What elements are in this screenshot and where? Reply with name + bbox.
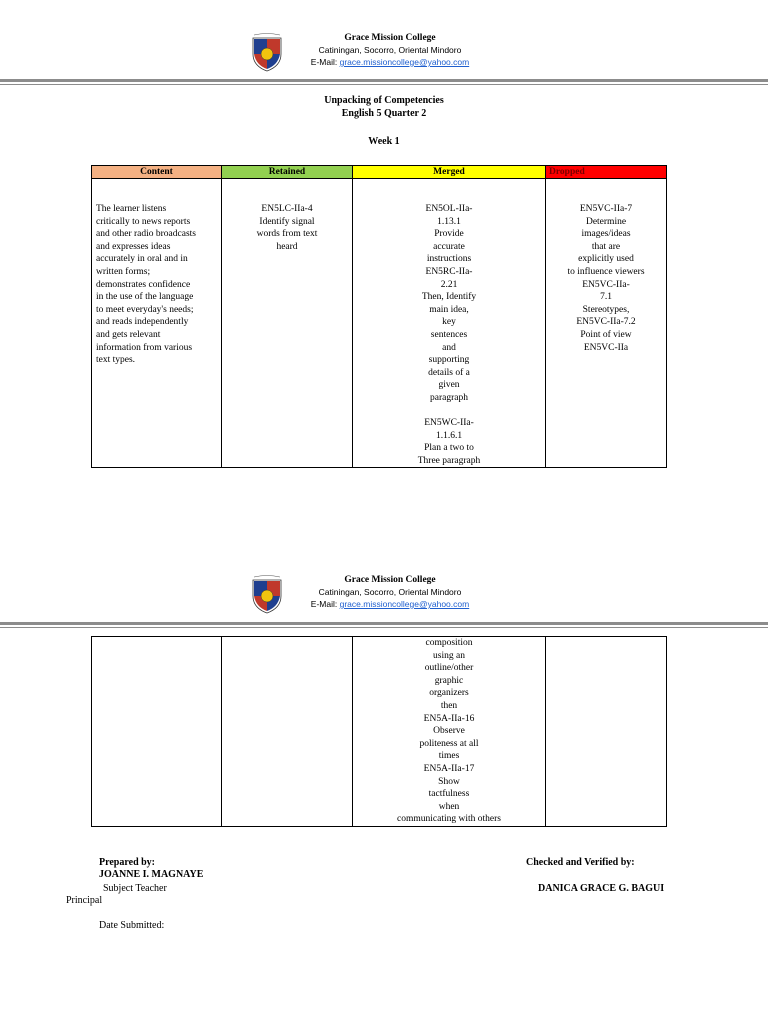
cell-line: EN5LC-IIa-4 <box>261 204 313 214</box>
cell-line: 1.13.1 <box>437 216 461 227</box>
doc-week: Week 1 <box>368 136 400 147</box>
cell-line: EN5VC-IIa-7.2 <box>576 317 636 328</box>
cell-line: Then, Identify <box>421 292 477 303</box>
cell-line: EN5A-IIa-17 <box>423 763 475 774</box>
merged-cell <box>353 179 546 468</box>
retained-cell <box>222 637 353 827</box>
school-address: Catiningan, Socorro, Oriental Mindoro <box>318 45 462 55</box>
cell-line: Plan a two to <box>424 443 474 454</box>
school-logo-icon <box>250 574 284 614</box>
cell-line: instructions <box>426 254 472 265</box>
email-label: E-Mail: <box>310 57 338 67</box>
cell-line: politeness at all <box>419 738 479 749</box>
cell-line: EN5RC-IIa- <box>425 266 473 277</box>
page1-header <box>0 32 768 76</box>
header-merged: Merged <box>353 166 546 179</box>
cell-line: 1.1.6.1 <box>435 430 463 441</box>
cell-line: accurately in oral and in <box>96 254 188 265</box>
cell-line: text types. <box>96 355 136 366</box>
school-email-line <box>290 598 490 610</box>
cell-line: EN5WC-IIa- <box>424 418 474 429</box>
cell-line: 2.21 <box>440 279 458 290</box>
merged-cell <box>353 637 546 827</box>
page2-header <box>0 574 768 618</box>
cell-line: times <box>438 751 460 762</box>
cell-line: to meet everyday's needs; <box>96 304 194 315</box>
cell-line: using an <box>433 650 465 661</box>
email-label: E-Mail: <box>310 599 338 609</box>
competency-table-page2 <box>91 636 667 827</box>
cell-line: supporting <box>428 355 470 366</box>
cell-line: words from text <box>256 229 318 240</box>
cell-line: information from various <box>96 342 193 353</box>
cell-line: paragraph <box>430 392 468 403</box>
prepared-label: Prepared by: <box>99 857 156 868</box>
cell-line: EN5VC-IIa- <box>582 279 630 290</box>
cell-line: outline/other <box>424 663 474 674</box>
prepared-name: JOANNE I. MAGNAYE <box>99 869 204 880</box>
cell-line: that are <box>591 241 621 252</box>
cell-line: Identify signal <box>259 216 315 227</box>
cell-line: composition <box>425 638 473 648</box>
cell-line: and expresses ideas <box>96 241 171 252</box>
cell-line: main idea, <box>429 304 469 315</box>
cell-line: EN5A-IIa-16 <box>423 713 475 724</box>
header-content: Content <box>92 166 222 179</box>
cell-line: The learner listens <box>96 204 167 214</box>
cell-line: given <box>438 380 460 391</box>
cell-line: accurate <box>433 241 465 252</box>
header-divider <box>0 622 768 625</box>
header-divider-thin <box>0 627 768 628</box>
doc-subtitle: English 5 Quarter 2 <box>341 108 427 119</box>
school-name: Grace Mission College <box>344 575 436 585</box>
cell-line: Provide <box>434 229 464 240</box>
cell-line: Observe <box>433 726 465 737</box>
cell-line: images/ideas <box>581 229 631 240</box>
cell-line: and other radio broadcasts <box>96 229 196 240</box>
school-info <box>290 32 490 68</box>
school-email-line <box>290 56 490 68</box>
cell-line: Determine <box>585 216 627 227</box>
cell-line: Show <box>438 776 460 787</box>
cell-line: EN5VC-IIa-7 <box>579 204 633 214</box>
date-submitted-label: Date Submitted: <box>99 920 165 931</box>
cell-line: and gets relevant <box>96 329 161 340</box>
dropped-cell <box>546 179 667 468</box>
table-row <box>92 179 667 468</box>
table-row <box>92 637 667 827</box>
checked-role: Principal <box>66 895 103 906</box>
header-retained: Retained <box>222 166 353 179</box>
cell-line: Point of view <box>580 329 632 340</box>
cell-line: organizers <box>429 688 469 699</box>
school-name: Grace Mission College <box>344 33 436 43</box>
checked-label: Checked and Verified by: <box>526 857 635 868</box>
cell-line: when <box>438 801 460 812</box>
school-email-link[interactable]: grace.missioncollege@yahoo.com <box>339 57 470 67</box>
cell-line: Stereotypes, <box>582 304 630 315</box>
cell-line: graphic <box>434 675 464 686</box>
cell-line: written forms; <box>96 266 151 277</box>
cell-line: tactfulness <box>428 789 470 800</box>
cell-line: Three paragraph <box>417 455 481 466</box>
cell-line: then <box>440 700 458 711</box>
table-header-row <box>92 166 667 179</box>
cell-line: EN5OL-IIa- <box>425 204 473 214</box>
content-cell <box>92 179 222 468</box>
school-address: Catiningan, Socorro, Oriental Mindoro <box>318 587 462 597</box>
cell-line: and <box>442 342 456 353</box>
cell-line: details of a <box>428 367 470 378</box>
cell-line <box>353 405 545 418</box>
cell-line: heard <box>276 241 298 252</box>
cell-line: EN5VC-IIa <box>583 342 629 353</box>
cell-line: key <box>442 317 456 328</box>
header-divider-thin <box>0 84 768 85</box>
school-info <box>290 574 490 610</box>
cell-line: in the use of the language <box>96 292 194 303</box>
prepared-role: Subject Teacher <box>103 883 167 894</box>
retained-cell <box>222 179 353 468</box>
school-email-link[interactable]: grace.missioncollege@yahoo.com <box>339 599 470 609</box>
school-logo-icon <box>250 32 284 72</box>
competency-table-page1 <box>91 165 667 468</box>
cell-line: sentences <box>430 329 468 340</box>
header-divider <box>0 79 768 82</box>
checked-name: DANICA GRACE G. BAGUI <box>538 883 665 894</box>
cell-line: critically to news reports <box>96 216 191 227</box>
content-cell <box>92 637 222 827</box>
doc-title: Unpacking of Competencies <box>324 95 444 106</box>
header-dropped: Dropped <box>546 166 667 179</box>
cell-line: explicitly used <box>578 254 634 265</box>
cell-line: communicating with others <box>397 814 501 825</box>
cell-line: and reads independently <box>96 317 189 328</box>
dropped-cell <box>546 637 667 827</box>
cell-line: demonstrates confidence <box>96 279 191 290</box>
cell-line: 7.1 <box>600 292 612 303</box>
cell-line: to influence viewers <box>567 266 645 277</box>
